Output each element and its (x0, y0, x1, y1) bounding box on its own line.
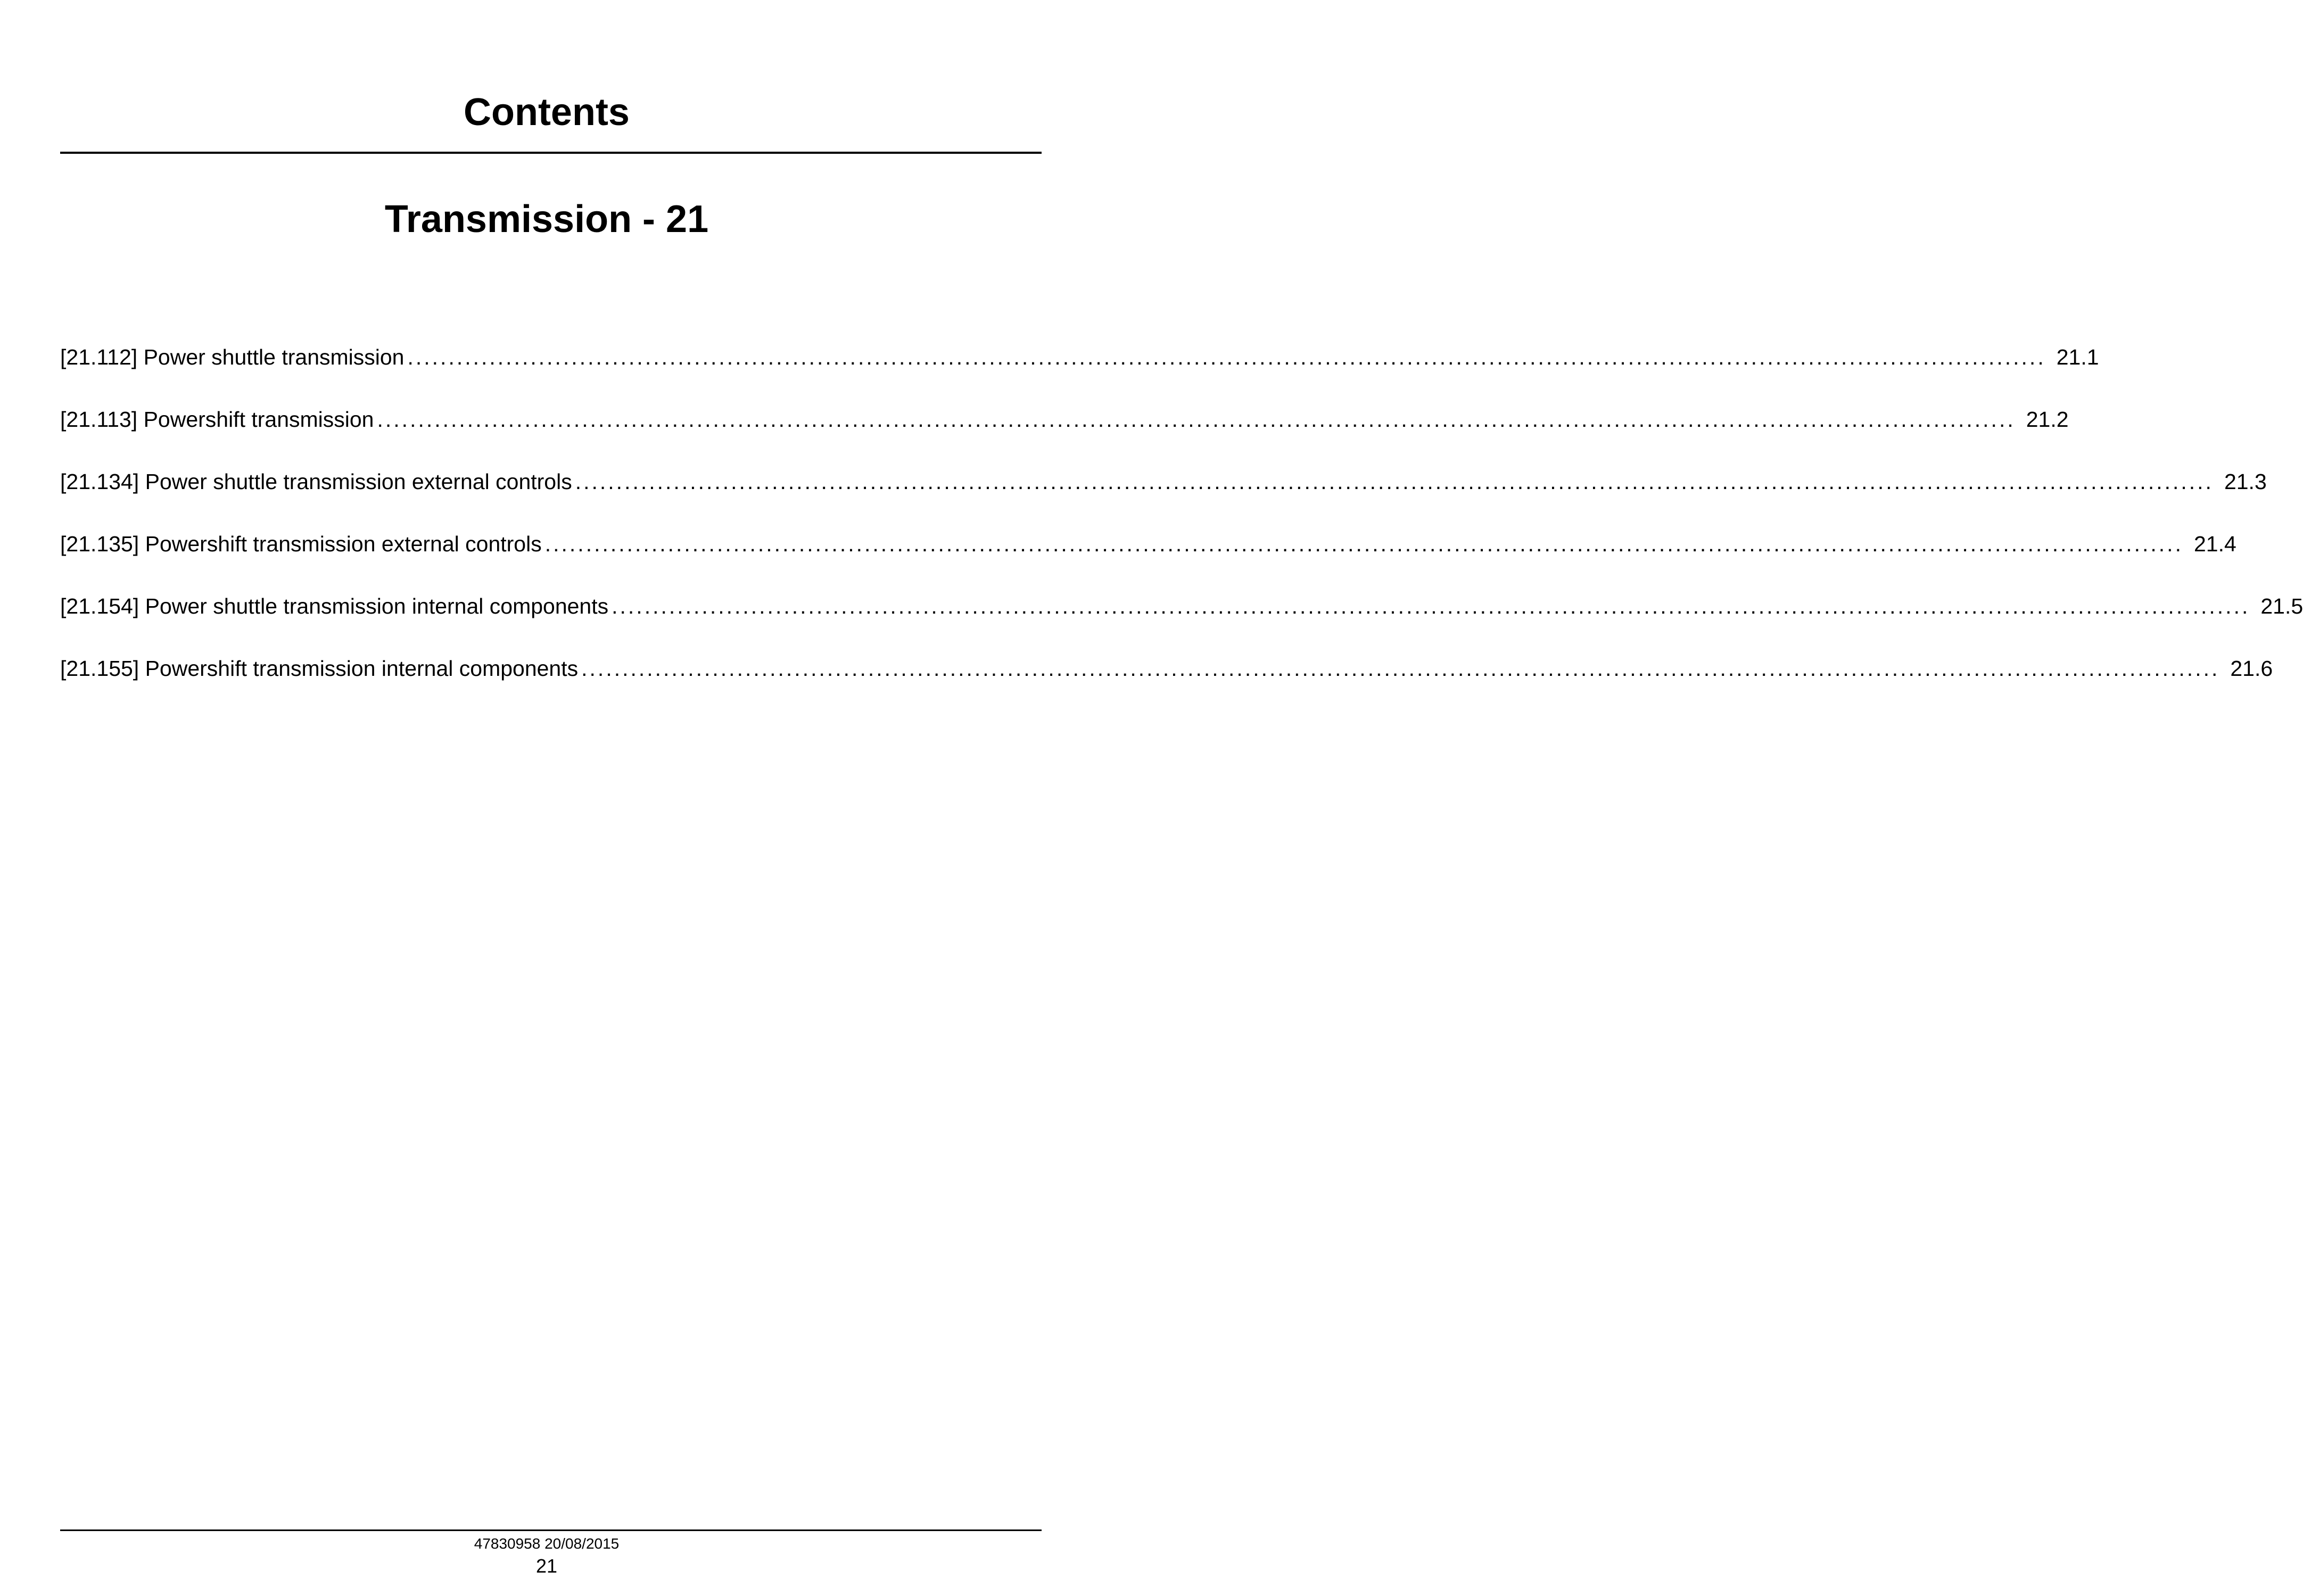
toc-entry-title: Power shuttle transmission external controls (145, 469, 572, 494)
toc-entry-text (60, 465, 572, 498)
toc-entry-page: 21.5 (2260, 594, 2303, 618)
toc-entry-page: 21.2 (2026, 407, 2069, 432)
dot-leader: ........................................................................................................................................................................................................ (575, 469, 2214, 494)
toc-entry[interactable] (60, 590, 2303, 652)
dot-leader: ........................................................................................................................................................................................................ (612, 594, 2250, 618)
footer-page-number: 21 (535, 1555, 558, 1577)
toc-entry-title: Powershift transmission (143, 407, 374, 432)
toc-entry-title: Power shuttle transmission internal components (145, 594, 609, 618)
dot-leader: ........................................................................................................................................................................................................ (544, 532, 2183, 556)
dot-leader: ........................................................................................................................................................................................................ (407, 345, 2046, 369)
toc-entry[interactable] (60, 341, 2099, 403)
toc-entry-code: [21.154] (60, 594, 139, 618)
toc-entry-text (60, 527, 542, 560)
toc-entry[interactable] (60, 465, 2267, 527)
toc-entry-text (60, 341, 404, 374)
dot-leader: ........................................................................................................................................................................................................ (581, 656, 2220, 681)
toc-entry-code: [21.112] (60, 345, 138, 369)
section-title: Transmission - 21 (384, 198, 709, 241)
toc-entry-page: 21.3 (2224, 469, 2267, 494)
footer-divider (60, 1529, 1042, 1531)
footer-document-id: 47830958 20/08/2015 (474, 1535, 620, 1552)
toc-entry-code: [21.113] (60, 407, 138, 432)
toc-entry-text (60, 652, 578, 685)
toc-entry-title: Power shuttle transmission (143, 345, 405, 369)
toc-entry-page: 21.6 (2230, 656, 2273, 681)
toc-entry-title: Powershift transmission external controls (145, 532, 542, 556)
toc-entry[interactable] (60, 403, 2069, 465)
toc-entry-page: 21.1 (2056, 345, 2099, 369)
table-of-contents (60, 341, 2303, 714)
toc-entry-text (60, 403, 374, 436)
toc-entry-title: Powershift transmission internal components (145, 656, 579, 681)
dot-leader: ........................................................................................................................................................................................................ (377, 407, 2016, 432)
page-title: Contents (464, 91, 630, 134)
toc-entry-page: 21.4 (2193, 532, 2236, 556)
toc-entry-code: [21.134] (60, 469, 139, 494)
toc-entry-text (60, 590, 608, 623)
toc-entry-code: [21.155] (60, 656, 139, 681)
toc-entry-code: [21.135] (60, 532, 139, 556)
toc-entry[interactable] (60, 527, 2236, 590)
toc-entry[interactable] (60, 652, 2273, 714)
title-divider (60, 152, 1042, 154)
